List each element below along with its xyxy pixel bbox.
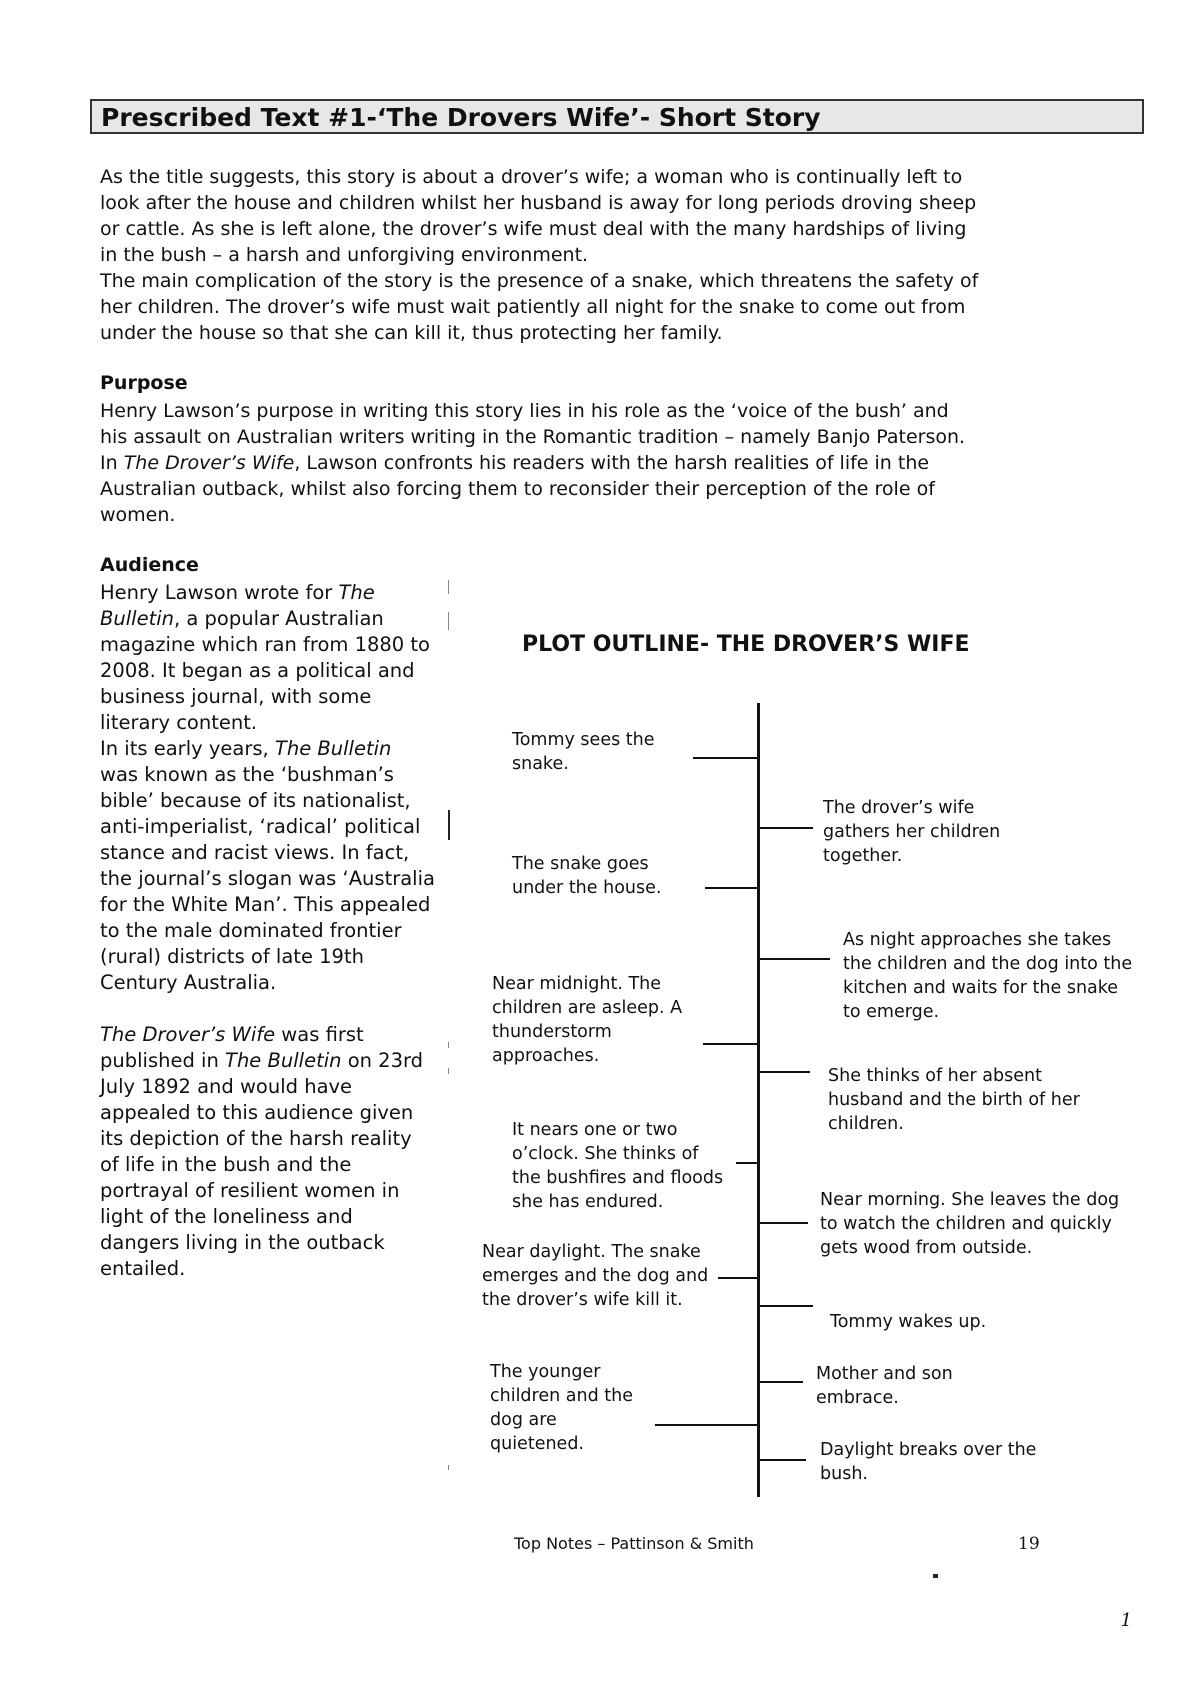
plot-event-right: She thinks of her absent husband and the birth of her children. (828, 1066, 1080, 1134)
audience-text: , a popular Australian magazine which ran from 1880 to 2008. It began as a political and business journal, with some literary content. (100, 607, 430, 734)
connector-line (758, 827, 813, 829)
plot-event-left: Near daylight. The snake emerges and the dog and the drover’s wife kill it. (482, 1242, 709, 1310)
timeline-axis (757, 703, 760, 1497)
connector-line (758, 1071, 810, 1073)
plot-event-right: Tommy wakes up. (830, 1312, 987, 1332)
audience-italic: The Drover’s Wife (100, 1023, 276, 1046)
plot-outline-title: PLOT OUTLINE- THE DROVER’S WIFE (522, 632, 970, 657)
footer-credit: Top Notes – Pattinson & Smith (514, 1534, 754, 1553)
plot-event-right: Mother and son embrace. (816, 1364, 953, 1408)
intro-line: her children. The drover’s wife must wait patiently all night for the snake to come out from (100, 296, 966, 318)
intro-line: or cattle. As she is left alone, the drover’s wife must deal with the many hardships of living (100, 218, 967, 240)
audience-body (100, 580, 435, 1282)
audience-text: on 23rd July 1892 and would have appealed to this audience given its depiction of the harsh reality of life in the bush and the portrayal of resilient women in light of the loneliness and dangers living in the outback entailed. (100, 1049, 424, 1280)
audience-text: Henry Lawson wrote for (100, 581, 339, 604)
audience-italic: The Bulletin (225, 1049, 342, 1072)
plot-event-right: Near morning. She leaves the dog to watch the children and quickly gets wood from outside. (820, 1190, 1120, 1258)
plot-event-left: The younger children and the dog are quietened. (490, 1362, 633, 1454)
connector-line (758, 1305, 813, 1307)
purpose-text: , Lawson confronts his readers with the harsh realities of life in the (294, 452, 930, 474)
source-page-number: 19 (1018, 1534, 1040, 1554)
audience-italic: The Bulletin (100, 581, 375, 630)
plot-event-right: As night approaches she takes the children and the dog into the kitchen and waits for the snake to emerge. (843, 930, 1133, 1022)
connector-line (703, 1043, 758, 1045)
title-box (90, 99, 1144, 134)
audience-text: was known as the ‘bushman’s bible’ because of its nationalist, anti-imperialist, ‘radical’ political stance and racist views. In fact, the journal’s slogan was ‘Australia for the White Man’. This appealed to the male dominated frontier (rural) districts of late 19th Century Australia. (100, 763, 435, 994)
connector-line (655, 1424, 758, 1426)
connector-line (758, 958, 830, 960)
plot-event-left: Near midnight. The children are asleep. A thunderstorm approaches. (492, 974, 683, 1066)
plot-event-left: Tommy sees the snake. (512, 730, 655, 774)
audience-paragraph (100, 580, 435, 736)
audience-text: was first published in (100, 1023, 364, 1072)
intro-line: under the house so that she can kill it, thus protecting her family. (100, 322, 723, 344)
purpose-line: his assault on Australian writers writing in the Romantic tradition – namely Banjo Paterson. (100, 426, 966, 448)
page-title: Prescribed Text #1-‘The Drovers Wife’- Short Story (101, 103, 821, 132)
connector-line (693, 757, 758, 759)
purpose-heading: Purpose (100, 372, 188, 394)
intro-line: The main complication of the story is the presence of a snake, which threatens the safety of (100, 270, 979, 292)
connector-line (705, 887, 758, 889)
audience-text: In its early years, (100, 737, 275, 760)
purpose-line: women. (100, 504, 176, 526)
audience-italic: The Bulletin (274, 737, 392, 760)
purpose-line: Henry Lawson’s purpose in writing this story lies in his role as the ‘voice of the bush’ and (100, 400, 949, 422)
purpose-line (100, 450, 929, 476)
intro-line: look after the house and children whilst her husband is away for long periods droving sheep (100, 192, 977, 214)
connector-line (758, 1459, 806, 1461)
purpose-title-italic: The Drover’s Wife (123, 452, 295, 474)
plot-event-right: Daylight breaks over the bush. (820, 1440, 1037, 1484)
audience-paragraph (100, 736, 435, 996)
plot-event-left: It nears one or two o’clock. She thinks of the bushfires and floods she has endured. (512, 1120, 724, 1212)
purpose-line: Australian outback, whilst also forcing them to reconsider their perception of the role of (100, 478, 935, 500)
connector-line (758, 1222, 808, 1224)
page-number: 1 (1120, 1610, 1132, 1631)
plot-event-left: The snake goes under the house. (512, 854, 662, 898)
plot-event-right: The drover’s wife gathers her children together. (823, 798, 1001, 866)
connector-line (758, 1381, 803, 1383)
connector-line (718, 1277, 758, 1279)
connector-line (736, 1162, 758, 1164)
audience-paragraph (100, 1022, 435, 1282)
intro-line: in the bush – a harsh and unforgiving environment. (100, 244, 589, 266)
audience-heading: Audience (100, 554, 199, 576)
intro-line: As the title suggests, this story is about a drover’s wife; a woman who is continually left to (100, 166, 963, 188)
purpose-text: In (100, 452, 124, 474)
